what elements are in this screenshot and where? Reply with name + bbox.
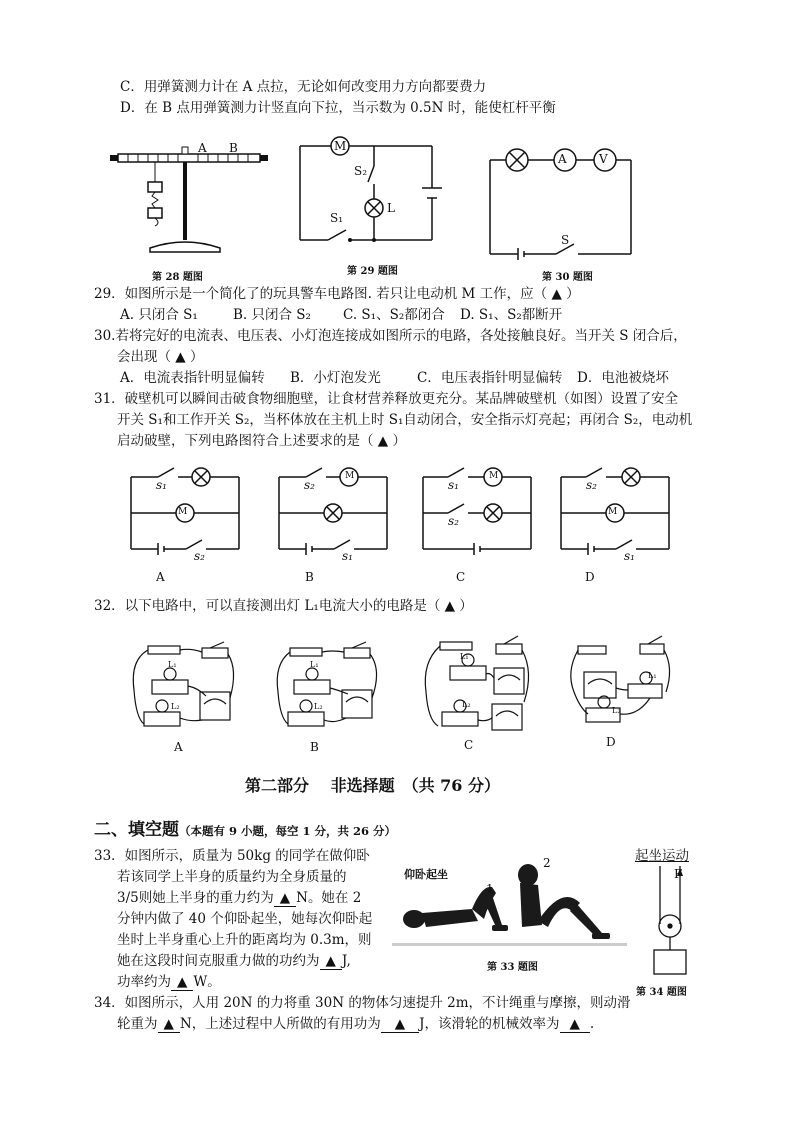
q33-line6 — [117, 951, 351, 971]
q32-c-l1-label: L₁ — [460, 652, 469, 661]
q30-stem-cont: 会出现（ ▲ ） — [117, 349, 204, 365]
q34-line2-mid2: J，该滑轮的机械效率为 — [419, 1016, 560, 1032]
motor-m-label: M — [334, 139, 347, 153]
q31-d-s2-label: s₂ — [586, 478, 597, 492]
q33-blank-3[interactable]: ▲ — [171, 974, 193, 991]
lever-point-a-label: A — [198, 141, 207, 155]
q32-option-a-label: A — [174, 740, 183, 754]
voltmeter-v-label: V — [599, 152, 608, 166]
situp-pose-1: 1 — [486, 882, 494, 896]
switch-s-label: S — [561, 233, 570, 247]
ammeter-a-label: A — [558, 152, 567, 166]
q32-circuit-c — [420, 632, 535, 737]
q33-side-text: 起坐运动 — [635, 848, 689, 864]
q34-blank-2[interactable]: ▲ — [381, 1016, 419, 1033]
q32-b-l2-label: L₂ — [314, 702, 323, 711]
switch-s2-label: S₂ — [354, 164, 368, 178]
q30-option-d: D．电池被烧坏 — [577, 370, 669, 386]
q31-c-s1-label: s₁ — [448, 478, 459, 492]
q34-line2-end: . — [589, 1016, 595, 1032]
q31-stem-line3: 启动破壁，下列电路图符合上述要求的是（ ▲ ） — [117, 433, 406, 449]
q33-line7 — [117, 972, 221, 992]
q31-a-s2-label: s₂ — [194, 549, 205, 563]
movable-pulley-diagram — [640, 866, 700, 976]
q31-b-s1-label: s₁ — [342, 549, 353, 563]
q32-a-l2-label: L₂ — [171, 702, 180, 711]
section-two-note: （本题有 9 小题，每空 1 分，共 26 分） — [179, 824, 397, 838]
q27-option-d: D．在 B 点用弹簧测力计竖直向下拉，当示数为 0.5N 时，能使杠杆平衡 — [120, 100, 556, 116]
q27-option-c: C．用弹簧测力计在 A 点拉，无论如何改变用力方向都要费力 — [120, 79, 487, 95]
q34-line2 — [117, 1014, 594, 1034]
q32-circuit-b — [272, 640, 382, 735]
q34-blank-3[interactable]: ▲ — [560, 1016, 590, 1033]
q29-option-b: B. 只闭合 S₂ — [233, 307, 311, 323]
q33-line3 — [117, 888, 361, 908]
q31-option-a-label: A — [156, 570, 165, 584]
q33-line6-tail: J, — [341, 953, 351, 969]
q32-b-l1-label: L₁ — [310, 660, 319, 669]
q31-d-s1-label: s₁ — [624, 549, 635, 563]
q31-a-s1-label: s₁ — [156, 478, 167, 492]
q33-line7-tail: W。 — [193, 974, 221, 990]
q34-blank-1[interactable]: ▲ — [158, 1016, 180, 1033]
q29-option-a: A. 只闭合 S₁ — [120, 307, 198, 323]
lever-diagram-28 — [110, 140, 270, 260]
q33-blank-1[interactable]: ▲ — [274, 890, 296, 907]
figure-28-caption: 第 28 题图 — [152, 272, 203, 283]
q31-c-s2-label: s₂ — [448, 514, 459, 528]
q31-b-s2-label: s₂ — [304, 478, 315, 492]
q32-d-l2-label: L₂ — [612, 706, 621, 715]
section-two-heading — [94, 815, 396, 840]
figure-30-caption: 第 30 题图 — [542, 272, 593, 283]
q29-option-d: D. S₁、S₂都断开 — [460, 307, 563, 323]
q31-circuit-b — [278, 463, 390, 555]
switch-s1-label: S₁ — [330, 211, 344, 225]
q31-stem-line2: 开关 S₁和工作开关 S₂，当杯体放在主机上时 S₁自动闭合，安全指示灯亮起；再闭合 S₂，电动机 — [117, 412, 693, 428]
q31-b-motor-label: M — [345, 471, 355, 481]
q31-c-motor-label: M — [489, 471, 499, 481]
lamp-l-label: L — [387, 201, 395, 215]
q31-option-c-label: C — [456, 570, 466, 584]
q32-option-b-label: B — [310, 740, 319, 754]
q31-circuit-c — [422, 463, 534, 555]
q32-a-l1-label: L₁ — [168, 660, 177, 669]
q34-line2-mid: N，上述过程中人所做的有用功为 — [179, 1016, 381, 1032]
q30-stem: 30.若将完好的电流表、电压表、小灯泡连接成如图所示的电路，各处接触良好。当开关 S 闭合后， — [94, 328, 687, 344]
q32-circuit-d — [570, 632, 680, 727]
situp-pose-2: 2 — [543, 856, 551, 870]
q29-stem: 29．如图所示是一个简化了的玩具警车电路图. 若只让电动机 M 工作，应（ ▲ ） — [94, 286, 580, 302]
figure-29-caption: 第 29 题图 — [347, 266, 398, 277]
section-two-title: 二、填空题 — [94, 820, 179, 840]
q32-option-c-label: C — [464, 738, 474, 752]
q30-option-c: C．电压表指针明显偏转 — [417, 370, 563, 386]
q31-d-motor-label: M — [608, 507, 618, 517]
q29-option-c: C. S₁、S₂都闭合 — [343, 307, 445, 323]
q33-line2: 若该同学上半身的质量约为全身质量的 — [117, 869, 347, 885]
q33-line3-text: 3/5则她上半身的重力约为 — [117, 890, 274, 906]
q32-circuit-a — [130, 640, 240, 735]
force-f-label: F — [674, 867, 683, 881]
q31-stem-line1: 31．破壁机可以瞬间击破食物细胞壁，让食材营养释放更充分。某品牌破壁机（如图）设置了安全 — [94, 391, 679, 407]
q30-option-b: B．小灯泡发光 — [290, 370, 381, 386]
q31-a-motor-label: M — [178, 507, 188, 517]
q31-option-b-label: B — [305, 570, 314, 584]
q32-c-l2-label: L₂ — [462, 700, 471, 709]
situp-photo-label: 仰卧起坐 — [404, 868, 448, 881]
q33-line4: 分钟内做了 40 个仰卧起坐，她每次仰卧起 — [117, 911, 373, 927]
q32-d-l1-label: L₁ — [648, 671, 657, 680]
figure-34-caption: 第 34 题图 — [636, 987, 687, 998]
figure-33-caption: 第 33 题图 — [487, 962, 538, 973]
q30-option-a: A．电流表指针明显偏转 — [120, 370, 265, 386]
q33-line1: 33．如图所示，质量为 50kg 的同学在做仰卧 — [94, 848, 370, 864]
q33-line6-text: 她在这段时间克服重力做的功约为 — [117, 953, 320, 969]
q32-stem: 32．以下电路中，可以直接测出灯 L₁电流大小的电路是（ ▲ ） — [94, 598, 473, 614]
lever-point-b-label: B — [229, 141, 238, 155]
q33-blank-2[interactable]: ▲ — [320, 953, 342, 970]
q33-line5: 坐时上半身重心上升的距离均为 0.3m，则 — [117, 932, 372, 948]
circuit-diagram-29 — [298, 136, 438, 246]
q31-option-d-label: D — [585, 570, 595, 584]
q33-line3-tail: N。她在 2 — [296, 890, 362, 906]
q33-line7-text: 功率约为 — [117, 974, 171, 990]
part-two-title: 第二部分 非选择题 （共 76 分） — [245, 776, 500, 795]
q34-line1: 34．如图所示，人用 20N 的力将重 30N 的物体匀速提升 2m，不计绳重与摩擦，则动滑 — [94, 995, 631, 1011]
q32-option-d-label: D — [606, 735, 616, 749]
q34-line2-text: 轮重为 — [117, 1016, 158, 1032]
